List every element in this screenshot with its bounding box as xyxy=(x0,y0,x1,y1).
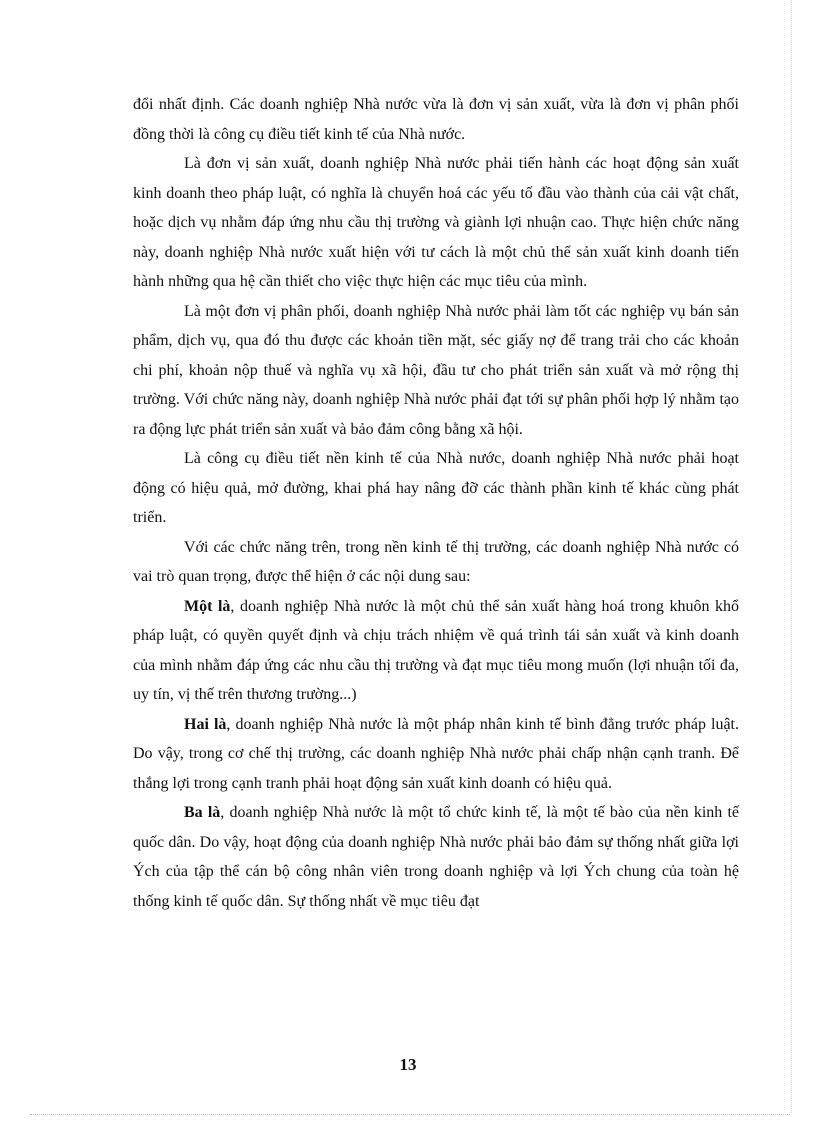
paragraph-6: Một là, doanh nghiệp Nhà nước là một chủ thể sản xuất hàng hoá trong khuôn khổ pháp luật, có quyền quyết định và chịu trách nhiệm về quá trình tái sản xuất và kinh doanh của mình nhằm đáp ứng các nhu cầu thị trường và đạt mục tiêu mong muốn (lợi nhuận tối đa, uy tín, vị thế trên thương trường...) xyxy=(133,597,739,703)
paragraph-lead: Hai là xyxy=(184,715,227,733)
paragraph-4: Là công cụ điều tiết nền kinh tế của Nhà nước, doanh nghiệp Nhà nước phải hoạt động có hiệu quả, mở đường, khai phá hay nâng đỡ các thành phần kinh tế khác cùng phát triển. xyxy=(133,450,739,526)
paragraph-7: Hai là, doanh nghiệp Nhà nước là một pháp nhân kinh tế bình đẳng trước pháp luật. Do vậy, trong cơ chế thị trường, các doanh nghiệp Nhà nước phải chấp nhận cạnh tranh. Để thắng lợi trong cạnh tranh phải hoạt động sản xuất kinh doanh có hiệu quả. xyxy=(133,715,739,792)
paragraph-8: Ba là, doanh nghiệp Nhà nước là một tổ chức kinh tế, là một tế bào của nền kinh tế quốc dân. Do vậy, hoạt động của doanh nghiệp Nhà nước phải bảo đảm sự thống nhất giữa lợi Ých của tập thể cán bộ công nhân viên trong doanh nghiệp và lợi Ých chung của toàn hệ thống kinh tế quốc dân. Sự thống nhất về mục tiêu đạt xyxy=(133,804,740,910)
document-body xyxy=(133,90,739,916)
paragraph-1: đổi nhất định. Các doanh nghiệp Nhà nước vừa là đơn vị sản xuất, vừa là đơn vị phân phối đồng thời là công cụ điều tiết kinh tế của Nhà nước. xyxy=(133,96,739,143)
page-border-right xyxy=(791,0,792,1113)
paragraph-lead: Một là xyxy=(184,597,231,615)
page-number: 13 xyxy=(399,1055,417,1074)
paragraph-lead: Ba là xyxy=(184,804,221,821)
paragraph-5: Với các chức năng trên, trong nền kinh tế thị trường, các doanh nghiệp Nhà nước có vai trò quan trọng, được thể hiện ở các nội dung sau: xyxy=(133,538,739,585)
paragraph-2: Là đơn vị sản xuất, doanh nghiệp Nhà nước phải tiến hành các hoạt động sản xuất kinh doanh theo pháp luật, có nghĩa là chuyển hoá các yếu tố đầu vào thành của cải vật chất, hoặc dịch vụ nhằm đáp ứng nhu cầu thị trường và giành lợi nhuận cao. Thực hiện chức năng này, doanh nghiệp Nhà nước xuất hiện với tư cách là một chủ thể sản xuất kinh doanh tiến hành những qua hệ cần thiết cho việc thực hiện các mục tiêu của mình. xyxy=(133,155,739,290)
paragraph-3: Là một đơn vị phân phối, doanh nghiệp Nhà nước phải làm tốt các nghiệp vụ bán sản phẩm, dịch vụ, qua đó thu được các khoản tiền mặt, séc giấy nợ để trang trải cho các khoản chi phí, khoản nộp thuế và nghĩa vụ xã hội, đầu tư cho phát triển sản xuất và mở rộng thị trường. Với chức năng này, doanh nghiệp Nhà nước phải đạt tới sự phân phối hợp lý nhằm tạo ra động lực phát triển sản xuất và bảo đảm công bằng xã hội. xyxy=(133,302,739,438)
page-border-bottom xyxy=(30,1114,790,1115)
